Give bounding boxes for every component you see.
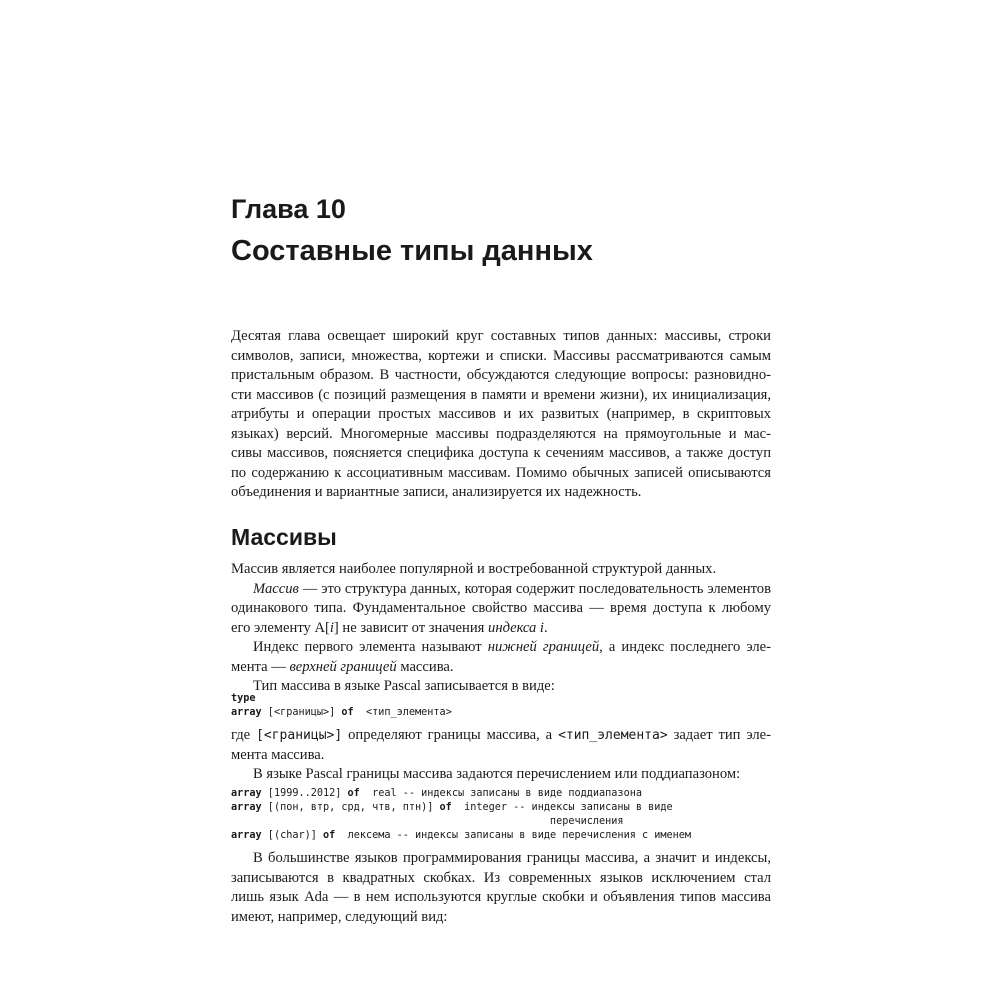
code-keyword: of bbox=[323, 830, 336, 841]
chapter-title: Составные типы данных bbox=[231, 235, 593, 267]
paragraph-line: одинакового типа. Фундаментальное свойство массива — время доступа к любому bbox=[231, 600, 771, 616]
section-body-1 bbox=[231, 560, 771, 697]
paragraph-line bbox=[231, 638, 771, 658]
intro-line: символов, записи, множества, кортежи и списки. Массивы рассматриваются самым bbox=[231, 347, 771, 364]
code-line bbox=[231, 706, 452, 720]
text-run: — это структура данных, которая содержит последовательность элементов bbox=[298, 580, 771, 597]
text-run: , а индекс последнего эле- bbox=[599, 639, 771, 655]
code-line bbox=[231, 692, 452, 706]
code-text: [1999..2012] bbox=[261, 788, 348, 799]
term-massiv: Массив bbox=[253, 580, 299, 597]
chapter-label: Глава 10 bbox=[231, 194, 346, 224]
intro-line: по содержанию к ассоциативным массивам. Помимо обычных записей описываются bbox=[231, 464, 771, 481]
inline-code: [<границы>] bbox=[256, 728, 343, 743]
code-keyword: array bbox=[231, 830, 262, 841]
code-keyword: array bbox=[231, 788, 262, 799]
code-keyword: array bbox=[231, 802, 262, 813]
intro-line: пристальным образом. В частности, обсуждаются следующие вопросы: разновидно- bbox=[231, 367, 771, 383]
var-i: i bbox=[329, 619, 334, 636]
paragraph-line: записываются в квадратных скобках. Из современных языков исключением стал bbox=[231, 869, 771, 886]
code-block-pascal-type bbox=[231, 692, 452, 720]
code-keyword: of bbox=[347, 788, 360, 799]
text-run: Индекс первого элемента называют bbox=[253, 639, 488, 655]
code-keyword: of bbox=[341, 707, 354, 718]
paragraph-line bbox=[231, 619, 771, 639]
code-text: real -- индексы записаны в виде поддиапазона bbox=[359, 788, 642, 799]
paragraph-line: имеют, например, следующий вид: bbox=[231, 908, 448, 925]
paragraph-line: В языке Pascal границы массива задаются перечислением или поддиапазоном: bbox=[253, 766, 741, 782]
section-title: Массивы bbox=[231, 524, 337, 550]
code-keyword: array bbox=[231, 707, 262, 718]
code-text: [<границы>] bbox=[261, 707, 342, 718]
text-run: мента — bbox=[231, 658, 290, 675]
paragraph-line bbox=[231, 580, 771, 600]
text-run: задает тип эле- bbox=[667, 727, 772, 743]
intro-line: сти массивов (с позиций размещения в памяти и времени жизни), их инициализация, bbox=[231, 386, 771, 403]
code-line: перечисления bbox=[231, 816, 624, 827]
code-keyword: of bbox=[439, 802, 452, 813]
code-text: integer -- индексы записаны в виде bbox=[451, 802, 673, 813]
code-text: [(пон, втр, срд, чтв, птн)] bbox=[261, 802, 440, 813]
code-line bbox=[231, 787, 691, 801]
section-body-2 bbox=[231, 726, 771, 785]
text-run: массива. bbox=[396, 658, 454, 675]
code-line bbox=[231, 829, 691, 843]
text-run: ] не зависит от значения bbox=[333, 619, 489, 636]
code-text: [(char)] bbox=[261, 830, 324, 841]
paragraph-line bbox=[231, 658, 771, 678]
paragraph-line: Массив является наиболее популярной и востребованной структурой данных. bbox=[231, 561, 717, 577]
section-body-3 bbox=[231, 849, 771, 927]
term-index: индекса i bbox=[488, 619, 544, 636]
code-text: <тип_элемента> bbox=[353, 707, 452, 718]
code-block-pascal-bounds bbox=[231, 787, 691, 843]
text-run: где bbox=[231, 727, 257, 743]
text-run: его элементу A[ bbox=[231, 619, 330, 636]
intro-line: Десятая глава освещает широкий круг составных типов данных: массивы, строки bbox=[231, 328, 771, 344]
text-run: . bbox=[543, 619, 548, 636]
chapter-intro bbox=[231, 327, 771, 503]
intro-line: сивы массивов, поясняется специфика доступа к сечениям массивов, а также доступ bbox=[231, 445, 771, 461]
paragraph-line: мента массива. bbox=[231, 746, 325, 763]
text-run: определяют границы массива, а bbox=[342, 727, 559, 743]
inline-code: <тип_элемента> bbox=[558, 728, 668, 743]
intro-line: объединения и вариантные записи, анализируется их надежность. bbox=[231, 484, 642, 500]
term-lower-bound: нижней границей bbox=[487, 639, 600, 655]
paragraph-line: В большинстве языков программирования границы массива, а значит и индексы, bbox=[253, 850, 771, 866]
paragraph-line bbox=[231, 726, 771, 746]
code-line bbox=[231, 801, 691, 815]
intro-line: атрибуты и операции простых массивов и их развитых (например, в скриптовых bbox=[231, 406, 771, 422]
term-upper-bound: верхней границей bbox=[289, 658, 397, 675]
code-text: лексема -- индексы записаны в виде перечисления с именем bbox=[335, 830, 692, 841]
paragraph-line: лишь язык Ada — в нем используются круглые скобки и объявления типов массива bbox=[231, 889, 771, 905]
paragraph-line: Тип массива в языке Pascal записывается в виде: bbox=[253, 678, 555, 694]
code-keyword: type bbox=[231, 693, 256, 704]
intro-line: языках) версий. Многомерные массивы подразделяются на прямоугольные и мас- bbox=[231, 425, 771, 442]
